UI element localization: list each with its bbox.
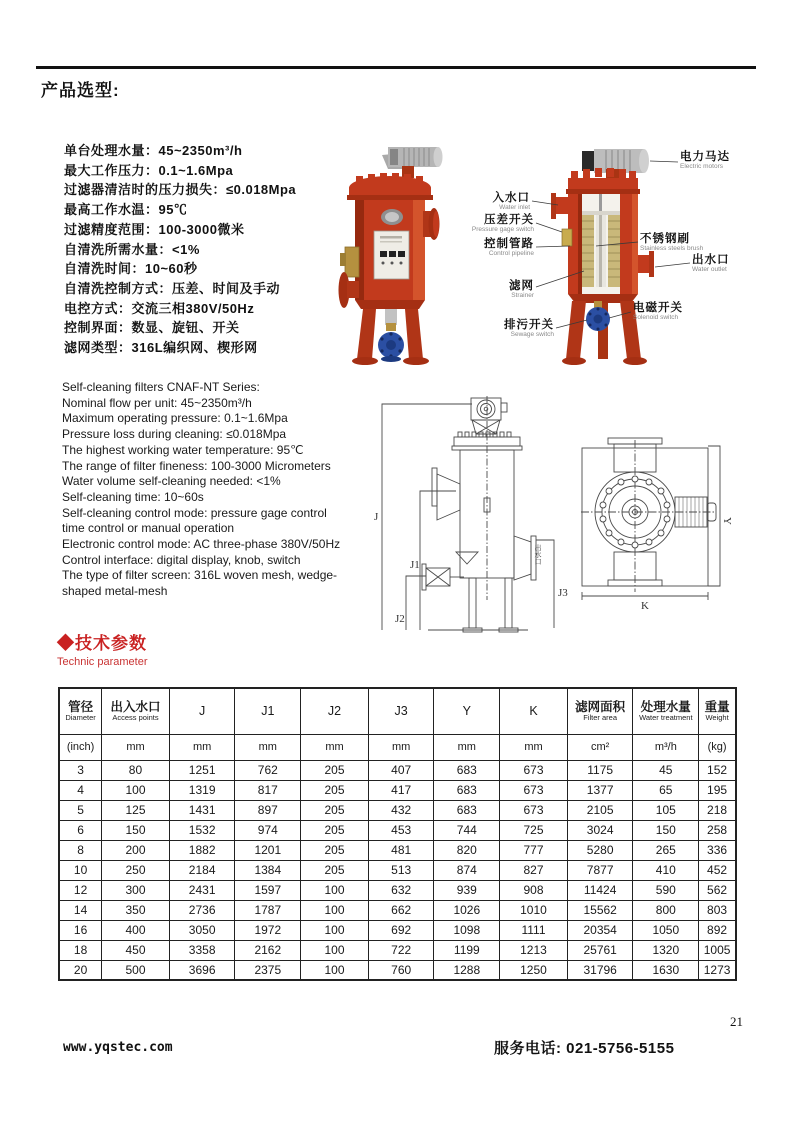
table-cell: 450 — [102, 940, 170, 960]
table-cell: 25761 — [567, 940, 633, 960]
table-cell: 350 — [102, 900, 170, 920]
table-cell: 5 — [59, 800, 102, 820]
spec-line-en: Electronic control mode: AC three-phase 380V/50Hz — [62, 537, 341, 552]
table-cell: 100 — [301, 940, 369, 960]
table-cell: 803 — [699, 900, 736, 920]
table-cell: 1630 — [633, 960, 699, 980]
table-cell: 1532 — [169, 820, 235, 840]
table-cell: 12 — [59, 880, 102, 900]
table-cell: 417 — [368, 780, 434, 800]
table-cell: 205 — [301, 820, 369, 840]
table-header-row — [59, 688, 736, 734]
table-cell: 500 — [102, 960, 170, 980]
spec-line-cn: 自清洗时间：10~60秒 — [64, 261, 198, 277]
table-cell: 1026 — [434, 900, 500, 920]
table-cell: 300 — [102, 880, 170, 900]
table-cell: 1250 — [500, 960, 568, 980]
spec-line-en: Self-cleaning filters CNAF-NT Series: — [62, 380, 260, 394]
table-cell: 1972 — [235, 920, 301, 940]
table-cell: 45 — [633, 760, 699, 780]
table-cell: 692 — [368, 920, 434, 940]
spec-line-en: Pressure loss during cleaning: ≤0.018Mpa — [62, 427, 287, 442]
table-cell: 125 — [102, 800, 170, 820]
spec-line-cn: 控制界面：数显、旋钮、开关 — [64, 320, 240, 336]
spec-line-en: Maximum operating pressure: 0.1~1.6Mpa — [62, 411, 288, 426]
table-cell: 3024 — [567, 820, 633, 840]
unit-cell: mm — [434, 734, 500, 760]
table-cell: 7877 — [567, 860, 633, 880]
table-cell: 673 — [500, 780, 568, 800]
unit-cell: cm² — [567, 734, 633, 760]
top-rule — [36, 66, 756, 69]
dim-label-j2: J2 — [395, 613, 405, 625]
col-header-j1: J1 — [235, 688, 301, 734]
dim-label-y: Y — [721, 517, 733, 525]
table-cell: 1213 — [500, 940, 568, 960]
table-cell: 5280 — [567, 840, 633, 860]
table-cell: 3 — [59, 760, 102, 780]
table-cell: 673 — [500, 760, 568, 780]
table-cell: 1787 — [235, 900, 301, 920]
spec-line-en: The type of filter screen: 316L woven mesh, wedge- — [62, 568, 338, 583]
spec-line-cn: 过滤器清洁时的压力损失：≤0.018Mpa — [64, 182, 297, 198]
table-row — [59, 840, 736, 860]
technical-drawing — [368, 388, 772, 636]
table-cell: 1201 — [235, 840, 301, 860]
tech-heading-en: Technic parameter — [57, 656, 148, 668]
technical-drawing-svg — [368, 388, 772, 636]
spec-line-en: Control interface: digital display, knob, switch — [62, 552, 301, 567]
table-cell: 908 — [500, 880, 568, 900]
spec-line-cn: 自清洗所需水量：<1% — [64, 241, 200, 257]
table-cell: 1199 — [434, 940, 500, 960]
table-cell: 1288 — [434, 960, 500, 980]
table-cell: 205 — [301, 800, 369, 820]
table-cell: 1319 — [169, 780, 235, 800]
table-cell: 892 — [699, 920, 736, 940]
table-row — [59, 920, 736, 940]
table-cell: 744 — [434, 820, 500, 840]
table-cell: 1597 — [235, 880, 301, 900]
table-cell: 20354 — [567, 920, 633, 940]
table-cell: 1005 — [699, 940, 736, 960]
table-cell: 1098 — [434, 920, 500, 940]
table-row — [59, 900, 736, 920]
spec-line-en: shaped metal-mesh — [62, 584, 168, 599]
parameter-table — [58, 687, 737, 981]
table-cell: 2431 — [169, 880, 235, 900]
table-cell: 1273 — [699, 960, 736, 980]
footer-website: www.yqstec.com — [63, 1040, 173, 1055]
table-cell: 722 — [368, 940, 434, 960]
table-cell: 2736 — [169, 900, 235, 920]
col-header-weight: 重量 Weight — [699, 688, 736, 734]
table-cell: 14 — [59, 900, 102, 920]
unit-cell: mm — [102, 734, 170, 760]
table-cell: 2162 — [235, 940, 301, 960]
dim-label-j3: J3 — [558, 587, 568, 599]
table-units-row — [59, 734, 736, 760]
table-cell: 1320 — [633, 940, 699, 960]
table-cell: 513 — [368, 860, 434, 880]
table-cell: 205 — [301, 840, 369, 860]
table-cell: 205 — [301, 860, 369, 880]
spec-list-cn — [64, 141, 296, 358]
table-cell: 683 — [434, 760, 500, 780]
table-cell: 218 — [699, 800, 736, 820]
spec-line-cn: 自清洗控制方式：压差、时间及手动 — [64, 280, 281, 296]
table-cell: 31796 — [567, 960, 633, 980]
footer-phone: 服务电话: 021-5756-5155 — [494, 1040, 675, 1057]
table-cell: 1050 — [633, 920, 699, 940]
table-cell: 662 — [368, 900, 434, 920]
unit-cell: mm — [235, 734, 301, 760]
table-body — [59, 760, 736, 980]
table-row — [59, 760, 736, 780]
table-row — [59, 860, 736, 880]
table-cell: 11424 — [567, 880, 633, 900]
table-cell: 250 — [102, 860, 170, 880]
table-cell: 1377 — [567, 780, 633, 800]
table-cell: 762 — [235, 760, 301, 780]
callout-stainless-brush: 不锈钢刷 Stainless steels brush — [640, 233, 704, 253]
table-cell: 258 — [699, 820, 736, 840]
filter-photo — [339, 147, 443, 365]
col-header-y: Y — [434, 688, 500, 734]
table-cell: 6 — [59, 820, 102, 840]
table-cell: 195 — [699, 780, 736, 800]
table-cell: 65 — [633, 780, 699, 800]
table-cell: 673 — [500, 800, 568, 820]
unit-cell: mm — [169, 734, 235, 760]
table-cell: 205 — [301, 760, 369, 780]
table-cell: 100 — [301, 880, 369, 900]
table-cell: 827 — [500, 860, 568, 880]
spec-list-en — [62, 380, 340, 600]
table-cell: 874 — [434, 860, 500, 880]
table-cell: 432 — [368, 800, 434, 820]
table-cell: 16 — [59, 920, 102, 940]
table-cell: 336 — [699, 840, 736, 860]
table-cell: 2375 — [235, 960, 301, 980]
callout-solenoid-switch: 电磁开关 Solenoid switch — [633, 302, 683, 322]
spec-line-en: time control or manual operation — [62, 521, 235, 536]
table-cell: 150 — [633, 820, 699, 840]
unit-cell: (inch) — [59, 734, 102, 760]
page-number: 21 — [730, 1014, 743, 1029]
spec-line-cn: 最高工作水温：95℃ — [64, 202, 188, 218]
table-cell: 1384 — [235, 860, 301, 880]
table-cell: 100 — [102, 780, 170, 800]
table-cell: 150 — [102, 820, 170, 840]
table-cell: 453 — [368, 820, 434, 840]
table-cell: 590 — [633, 880, 699, 900]
table-row — [59, 780, 736, 800]
spec-line-en: Self-cleaning control mode: pressure gage control — [62, 505, 327, 520]
col-header-j: J — [169, 688, 235, 734]
table-cell: 200 — [102, 840, 170, 860]
table-cell: 1431 — [169, 800, 235, 820]
table-cell: 400 — [102, 920, 170, 940]
spec-line-en: Nominal flow per unit: 45~2350m³/h — [62, 395, 252, 410]
spec-line-cn: 单台处理水量：45~2350m³/h — [64, 143, 243, 158]
spec-line-en: Water volume self-cleaning needed: <1% — [62, 474, 281, 489]
table-cell: 2184 — [169, 860, 235, 880]
table-row — [59, 940, 736, 960]
table-cell: 105 — [633, 800, 699, 820]
table-cell: 974 — [235, 820, 301, 840]
col-header-access-points: 出入水口 Access points — [102, 688, 170, 734]
drawing-outlet-label: 出水口 — [534, 544, 542, 565]
spec-line-cn: 电控方式：交流三相380V/50Hz — [64, 300, 255, 316]
col-header-water-treatment: 处理水量 Water treatment — [633, 688, 699, 734]
table-cell: 683 — [434, 800, 500, 820]
col-header-diameter: 管径 Diameter — [59, 688, 102, 734]
table-cell: 152 — [699, 760, 736, 780]
table-cell: 18 — [59, 940, 102, 960]
tech-parameter-heading — [57, 629, 148, 668]
table-cell: 4 — [59, 780, 102, 800]
spec-line-en: The highest working water temperature: 95℃ — [62, 442, 304, 457]
unit-cell: mm — [301, 734, 369, 760]
table-cell: 8 — [59, 840, 102, 860]
table-cell: 777 — [500, 840, 568, 860]
table-cell: 410 — [633, 860, 699, 880]
table-cell: 1175 — [567, 760, 633, 780]
table-cell: 800 — [633, 900, 699, 920]
dim-label-j: J — [374, 511, 379, 523]
spec-line-cn: 过滤精度范围：100-3000微米 — [64, 221, 245, 237]
spec-line-en: Self-cleaning time: 10~60s — [62, 489, 204, 504]
table-cell: 100 — [301, 960, 369, 980]
table-cell: 562 — [699, 880, 736, 900]
table-cell: 632 — [368, 880, 434, 900]
callout-control-pipeline: 控制管路 Control pipeline — [484, 238, 534, 258]
callout-strainer: 滤网 Strainer — [509, 280, 534, 300]
table-row — [59, 880, 736, 900]
callout-water-outlet: 出水口 Water outlet — [692, 254, 730, 274]
unit-cell: mm — [368, 734, 434, 760]
table-cell: 3358 — [169, 940, 235, 960]
table-cell: 820 — [434, 840, 500, 860]
table-cell: 15562 — [567, 900, 633, 920]
table-cell: 407 — [368, 760, 434, 780]
table-cell: 265 — [633, 840, 699, 860]
page-title: 产品选型: — [41, 81, 120, 100]
table-row — [59, 820, 736, 840]
table-cell: 3696 — [169, 960, 235, 980]
table-cell: 100 — [301, 920, 369, 940]
table-cell: 817 — [235, 780, 301, 800]
table-cell: 3050 — [169, 920, 235, 940]
table-cell: 760 — [368, 960, 434, 980]
col-header-j3: J3 — [368, 688, 434, 734]
spec-line-cn: 滤网类型：316L编织网、楔形网 — [64, 340, 258, 356]
col-header-k: K — [500, 688, 568, 734]
unit-cell: (kg) — [699, 734, 736, 760]
table-cell: 20 — [59, 960, 102, 980]
table-cell: 452 — [699, 860, 736, 880]
unit-cell: m³/h — [633, 734, 699, 760]
table-cell: 683 — [434, 780, 500, 800]
table-cell: 939 — [434, 880, 500, 900]
col-header-filter-area: 滤网面积 Filter area — [567, 688, 633, 734]
table-cell: 10 — [59, 860, 102, 880]
table-cell: 481 — [368, 840, 434, 860]
table-cell: 80 — [102, 760, 170, 780]
table-row — [59, 960, 736, 980]
callout-electric-motor: 电力马达 Electric motors — [680, 151, 730, 171]
col-header-j2: J2 — [301, 688, 369, 734]
table-cell: 1111 — [500, 920, 568, 940]
callout-water-inlet: 入水口 Water inlet — [492, 192, 530, 212]
table-row — [59, 800, 736, 820]
dim-label-j1: J1 — [410, 559, 420, 571]
spec-line-en: The range of filter fineness: 100-3000 Micrometers — [62, 458, 331, 473]
filter-cutaway — [551, 149, 654, 365]
table-cell: 205 — [301, 780, 369, 800]
spec-line-cn: 最大工作压力：0.1~1.6Mpa — [64, 162, 234, 178]
tech-heading-cn: ◆技术参数 — [57, 634, 147, 653]
table-cell: 1882 — [169, 840, 235, 860]
table-cell: 725 — [500, 820, 568, 840]
unit-cell: mm — [500, 734, 568, 760]
product-illustrations — [330, 135, 775, 380]
callout-sewage-switch: 排污开关 Sewage switch — [504, 319, 554, 339]
dim-label-k: K — [641, 600, 649, 612]
table-cell: 897 — [235, 800, 301, 820]
table-cell: 2105 — [567, 800, 633, 820]
table-cell: 1251 — [169, 760, 235, 780]
callout-pressure-gage-switch: 压差开关 Pressure gage switch — [471, 214, 534, 234]
table-cell: 100 — [301, 900, 369, 920]
table-cell: 1010 — [500, 900, 568, 920]
